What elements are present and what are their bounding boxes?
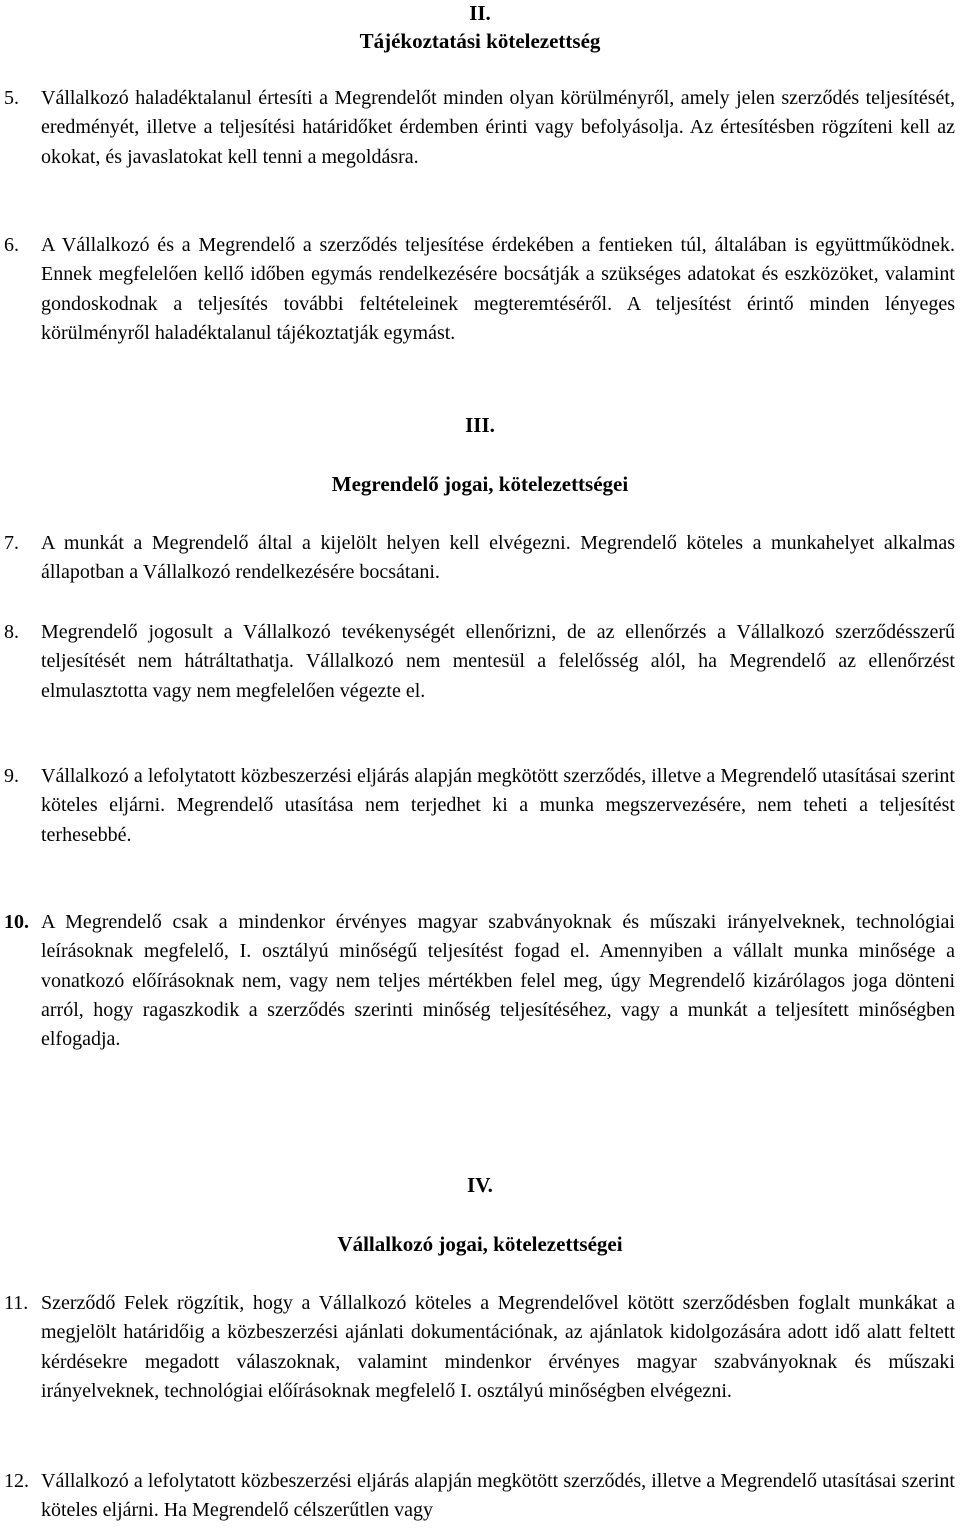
- paragraph-text: A munkát a Megrendelő által a kijelölt helyen kell elvégezni. Megrendelő köteles a munkahelyet alkalmas állapotban a Vállalkozó rendelkezésére bocsátani.: [41, 532, 955, 584]
- paragraph-8: [0, 618, 955, 706]
- section-2-roman: II.: [469, 1, 491, 25]
- paragraph-number: 6.: [4, 234, 19, 256]
- paragraph-text: Vállalkozó haladéktalanul értesíti a Megrendelőt minden olyan körülményről, amely jelen szerződés teljesítését, eredményét, illetve a teljesítési határidőket érdemben érinti vagy befolyásolja. Az értesítésben rögzíteni kell az okokat, és javaslatokat kell tenni a megoldásra.: [41, 87, 955, 168]
- paragraph-number: 7.: [4, 532, 19, 554]
- paragraph-text: Vállalkozó a lefolytatott közbeszerzési eljárás alapján megkötött szerződés, illetve a Megrendelő utasításai szerint köteles eljárni. Ha Megrendelő célszerűtlen vagy: [41, 1470, 955, 1522]
- paragraph-number: 5.: [4, 87, 19, 109]
- paragraph-12: [0, 1467, 955, 1526]
- paragraph-number: 12.: [4, 1470, 29, 1492]
- section-2-title: Tájékoztatási kötelezettség: [359, 29, 601, 53]
- paragraph-text: Szerződő Felek rögzítik, hogy a Vállalkozó köteles a Megrendelővel kötött szerződésben foglalt munkákat a megjelölt határidőig a közbeszerzési ajánlati dokumentációnak, az ajánlatok kidolgozására adott idő alatt feltett kérdésekre megadott válaszoknak, valamint mindenkor érvényes magyar szabványoknak és műszaki irányelveknek, technológiai előírásoknak megfelelő I. osztályú minőségben elvégezni.: [41, 1292, 955, 1402]
- paragraph-7: [0, 529, 955, 588]
- paragraph-9: [0, 762, 955, 850]
- paragraph-5: [0, 84, 955, 172]
- section-4-roman: IV.: [467, 1173, 493, 1197]
- paragraph-10: [0, 908, 955, 1054]
- section-4-title: Vállalkozó jogai, kötelezettségei: [337, 1232, 623, 1256]
- section-3-roman: III.: [465, 413, 495, 437]
- paragraph-number: 8.: [4, 621, 19, 643]
- paragraph-number: 9.: [4, 765, 19, 787]
- paragraph-11: [0, 1289, 955, 1406]
- paragraph-text: Megrendelő jogosult a Vállalkozó tevékenységét ellenőrizni, de az ellenőrzés a Vállalkozó szerződésszerű teljesítését nem hátráltathatja. Vállalkozó nem mentesül a felelősség alól, ha Megrendelő az ellenőrzést elmulasztotta vagy nem megfelelően végezte el.: [41, 621, 955, 702]
- paragraph-text: A Megrendelő csak a mindenkor érvényes magyar szabványoknak és műszaki irányelveknek, technológiai leírásoknak megfelelő, I. osztályú minőségű teljesítést fogad el. Amennyiben a vállalt munka minősége a vonatkozó előírásoknak nem, vagy nem teljes mértékben felel meg, úgy Megrendelő kizárólagos joga dönteni arról, hogy ragaszkodik a szerződés szerinti minőség teljesítéséhez, vagy a munkát a teljesített minőségben elfogadja.: [41, 911, 955, 1051]
- paragraph-number: 10.: [4, 911, 29, 933]
- paragraph-text: Vállalkozó a lefolytatott közbeszerzési eljárás alapján megkötött szerződés, illetve a Megrendelő utasításai szerint köteles eljárni. Megrendelő utasítása nem terjedhet ki a munka megszervezésére, nem teheti a teljesítést terhesebbé.: [41, 765, 955, 846]
- paragraph-text: A Vállalkozó és a Megrendelő a szerződés teljesítése érdekében a fentieken túl, általában is együttműködnek. Ennek megfelelően kellő időben egymás rendelkezésére bocsátják a szükséges adatokat és eszközöket, valamint gondoskodnak a teljesítés további feltételeinek megteremtéséről. A teljesítést érintő minden lényeges körülményről haladéktalanul tájékoztatják egymást.: [41, 234, 955, 344]
- paragraph-number: 11.: [4, 1292, 29, 1314]
- section-3-title: Megrendelő jogai, kötelezettségei: [331, 472, 629, 496]
- paragraph-6: [0, 231, 955, 348]
